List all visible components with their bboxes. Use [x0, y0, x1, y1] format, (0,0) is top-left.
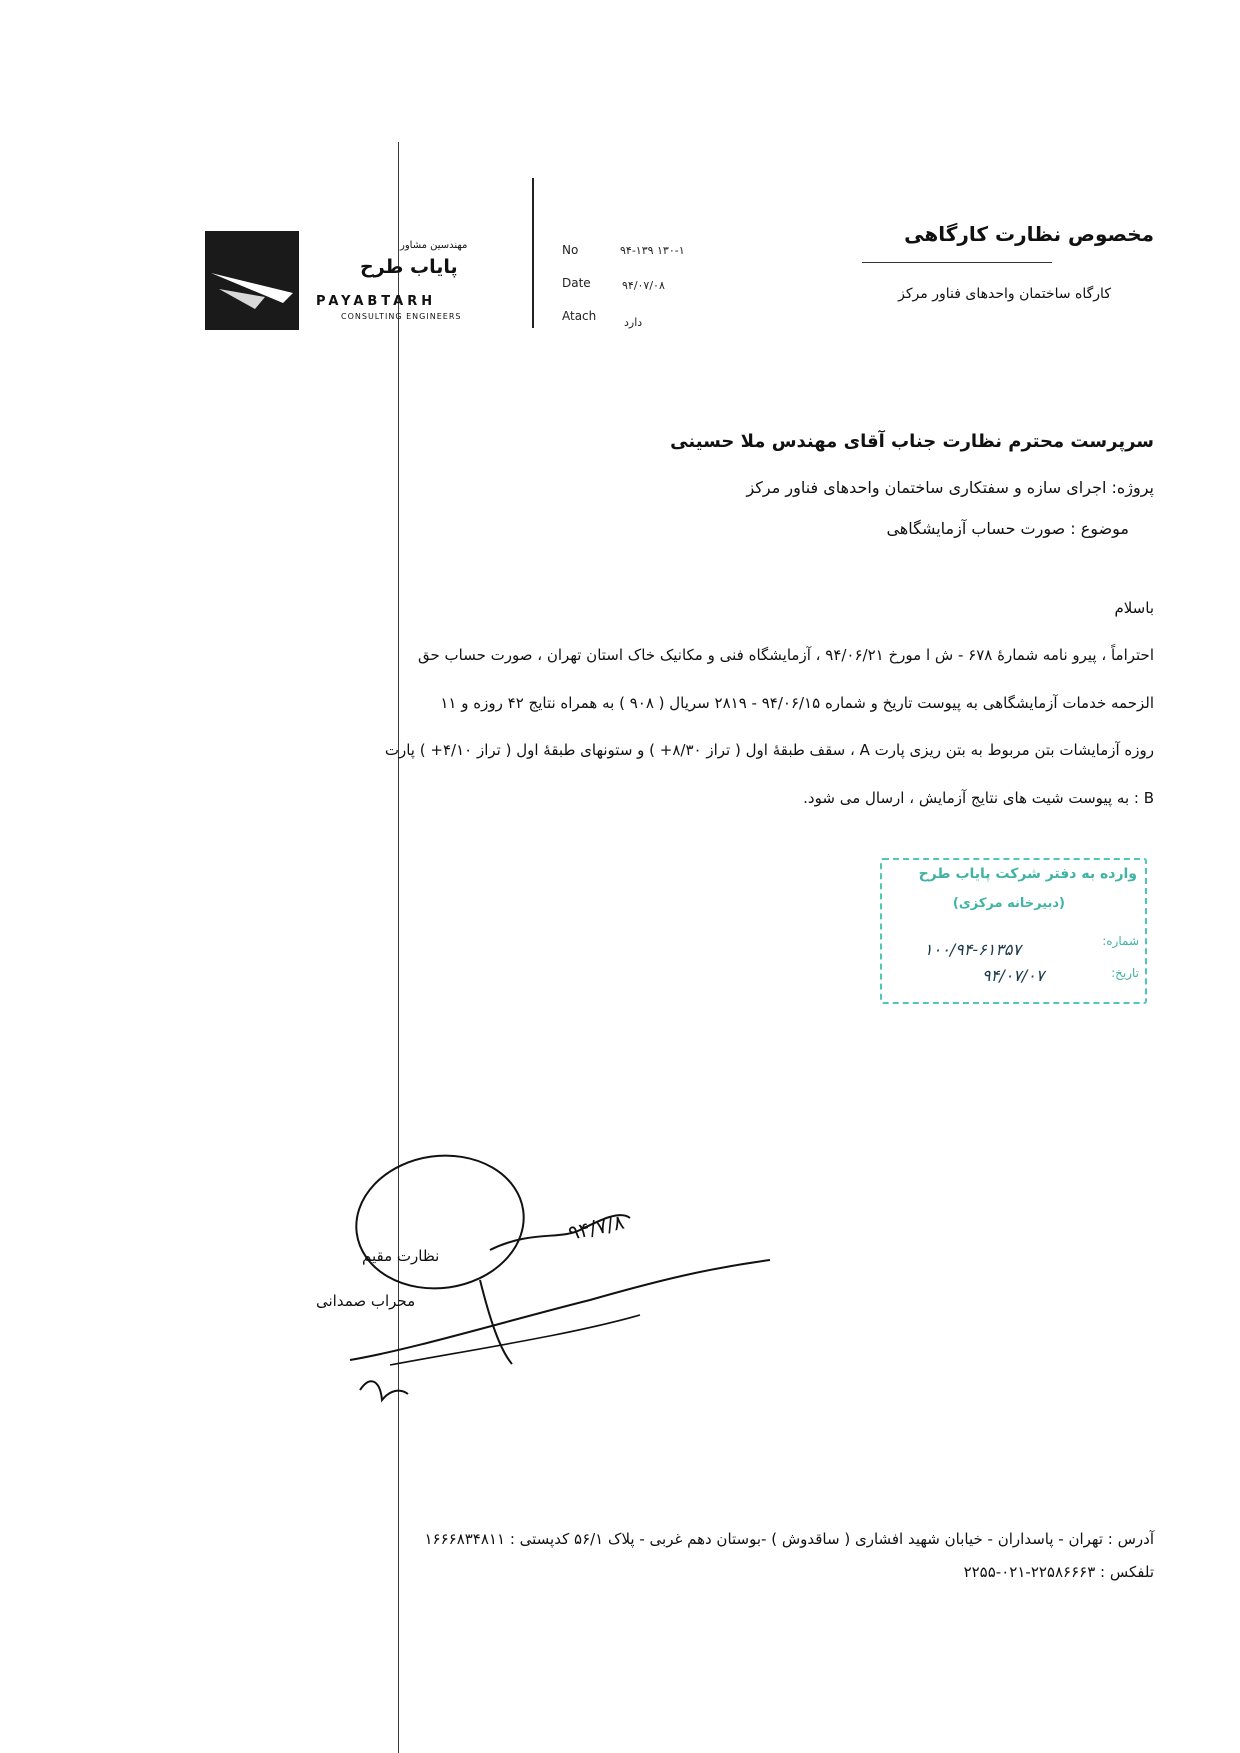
logo-english-name: PAYABTARH — [316, 294, 437, 309]
footer-telfax: تلفکس : ۲۲۵۸۶۶۶۳-۰۲۱-۲۲۵۵ — [963, 1563, 1154, 1581]
project-line: پروژه: اجرای سازه و سفتکاری ساختمان واحدهای فناور مرکز — [746, 478, 1154, 497]
greeting: باسلام — [1114, 599, 1154, 617]
letter-number-value: ۱۳۰-۱ ۹۴-۱۳۹ — [620, 244, 685, 257]
scan-line — [398, 142, 399, 1753]
letter-number-label: No — [562, 243, 579, 257]
company-logo-mark — [205, 231, 299, 330]
footer-address: آدرس : تهران - پاسداران - خیابان شهید افشاری ( ساقدوش ) -بوستان دهم غربی - پلاک ۵۶/۱ کدپستی : ۱۶۶۶۸۳۴۸۱۱ — [424, 1530, 1154, 1548]
recipient-line: سرپرست محترم نظارت جناب آقای مهندس ملا حسینی — [670, 431, 1154, 452]
stamp-subtitle: (دبیرخانه مرکزی) — [952, 896, 1065, 911]
logo-persian-name: پایاب طرح — [360, 256, 458, 278]
logo-english-subtitle: CONSULTING ENGINEERS — [341, 312, 462, 321]
stamp-date-label: تاریخ: — [1111, 966, 1139, 980]
letter-date-label: Date — [562, 276, 591, 290]
receipt-stamp — [880, 858, 1147, 1004]
handwritten-signature — [330, 1150, 780, 1410]
body-line-3: روزه آزمایشات بتن مربوط به بتن ریزی پارت A ، سقف طبقهٔ اول ( تراز ۸/۳۰+ ) و ستونهای طبقهٔ اول ( تراز ۴/۱۰+ ) پارت — [384, 741, 1154, 759]
body-line-2: الزحمه خدمات آزمایشگاهی به پیوست تاریخ و شماره ۹۴/۰۶/۱۵ - ۲۸۱۹ سریال ( ۹۰۸ ) به همراه نتایج ۴۲ روزه و ۱۱ — [440, 694, 1154, 712]
attachment-label: Atach — [562, 309, 597, 323]
logo-persian-subtitle: مهندسین مشاور — [400, 240, 468, 251]
letter-date-value: ۹۴/۰۷/۰۸ — [622, 279, 665, 292]
body-line-4: B : به پیوست شیت های نتایج آزمایش ، ارسال می شود. — [803, 789, 1154, 807]
office-title-underline — [862, 262, 1052, 263]
office-subtitle: کارگاه ساختمان واحدهای فناور مرکز — [898, 286, 1111, 302]
stamp-number-value: ۱۰۰/۹۴-۶۱۳۵۷ — [924, 940, 1022, 959]
stamp-date-value: ۹۴/۰۷/۰۷ — [982, 966, 1045, 985]
signatory-title: نظارت مقیم — [362, 1247, 440, 1265]
subject-line: موضوع : صورت حساب آزمایشگاهی — [886, 519, 1129, 538]
logo-icon — [205, 231, 299, 330]
office-title: مخصوص نظارت کارگاهی — [904, 222, 1154, 246]
stamp-number-label: شماره: — [1102, 934, 1139, 948]
header-divider — [532, 178, 534, 328]
body-line-1: احتراماً ، پیرو نامه شمارهٔ ۶۷۸ - ش ا مورخ ۹۴/۰۶/۲۱ ، آزمایشگاه فنی و مکانیک خاک استان تهران ، صورت حساب حق — [417, 646, 1154, 664]
svg-text:۹۴/۷/۸: ۹۴/۷/۸ — [566, 1209, 627, 1245]
attachment-value: دارد — [624, 316, 643, 329]
signatory-name: محراب صمدانی — [316, 1292, 416, 1310]
stamp-title: وارده به دفتر شرکت پایاب طرح — [918, 866, 1137, 882]
